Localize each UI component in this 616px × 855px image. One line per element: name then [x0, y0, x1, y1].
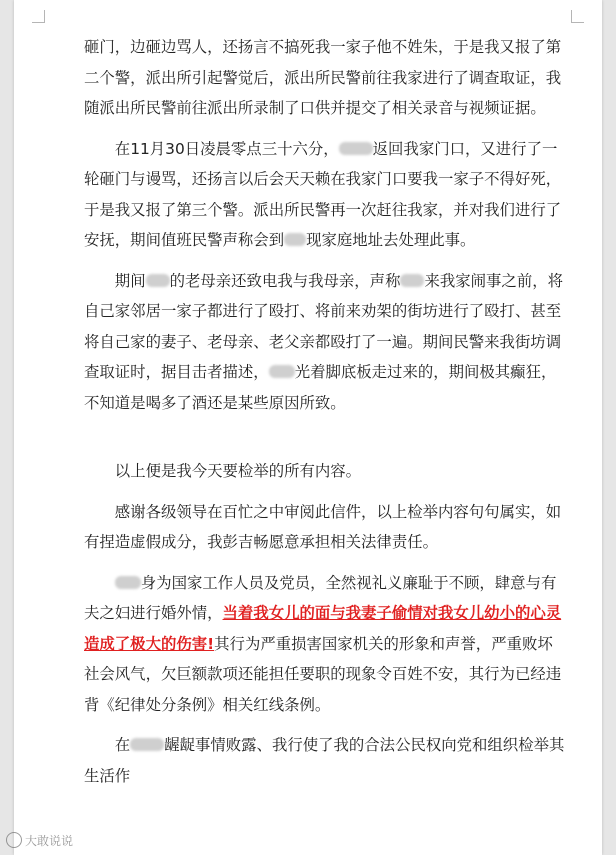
paragraph-1: [84, 32, 566, 124]
watermark: [6, 832, 73, 849]
watermark-text: 大敢说说: [25, 834, 74, 848]
paragraph-text: 的老母亲还致电我与我母亲，声称: [169, 271, 401, 290]
paragraph-text: 砸门，边砸边骂人，还扬言不搞死我一家子他不姓朱，于是我又报了第二个警，派出所引起警觉后，派出所民警前往我家进行了调查取证，我随派出所民警前往派出所录制了口供并提交了相关录音与视频证据。: [84, 38, 562, 117]
paragraph-text: 其行为严重损害国家机关的形象和声誉，严重败坏社会风气，欠巨额款项还能担任要职的现象令百姓不安，其行为已经违背《纪律处分条例》相关红线条例。: [84, 634, 562, 714]
redacted-name: [269, 365, 295, 378]
page-corner-mark: [32, 10, 45, 23]
paragraph-text: 身为国家工作人员及党员，全然视礼义廉耻于不顾，肆意与有夫之妇进行婚外情，: [84, 573, 557, 622]
redacted-name: [115, 576, 141, 589]
logo-icon: [6, 832, 22, 848]
paragraph-text: 光着脚底板走过来的，期间极其癫狂，不知道是喝多了酒还是某些原因所致。: [84, 363, 557, 412]
paragraph-text: 感谢各级领导在百忙之中审阅此信件，以上检举内容句句属实，如有捏造虚假成分，我彭吉畅愿意承担相关法律责任。: [84, 502, 562, 551]
paragraph-text: 返回我家门口，又进行了一轮砸门与谩骂，还扬言以后会天天赖在我家门口要我一家子不得好死，于是我又报了第三个警。派出所民警再一次赶往我家，并对我们进行了安抚，期间值班民警声称会到: [84, 139, 562, 249]
paragraph-text: 现家庭地址去处理此事。: [306, 231, 476, 249]
paragraph-5: [84, 497, 566, 558]
paragraph-6: [84, 568, 566, 721]
paragraph-2: [84, 134, 566, 256]
document-page: [14, 0, 602, 855]
redacted-name: [400, 274, 424, 287]
redacted-name: [284, 233, 306, 246]
redacted-name: [146, 274, 170, 287]
document-body: [84, 32, 566, 801]
paragraph-text: 在: [114, 736, 131, 754]
redacted-name: [339, 142, 373, 155]
paragraph-text: 来我家闹事之前，将自己家邻居一家子都进行了殴打、将前来劝架的街坊进行了殴打、甚至将自己家的妻子、老母亲、老父亲都殴打了一遍。期间民警来我街坊调查取证时，据目击者描述，: [84, 271, 563, 381]
paragraph-7: [84, 730, 566, 791]
paragraph-3: [84, 266, 566, 419]
paragraph-text: 龌龊事情败露、我行使了我的合法公民权向党和组织检举其生活作: [84, 736, 565, 785]
paragraph-text: 以上便是我今天要检举的所有内容。: [114, 462, 362, 480]
paragraph-text: 在11月30日凌晨零点三十六分，: [114, 139, 339, 158]
redacted-name: [130, 738, 164, 751]
page-corner-mark: [571, 10, 584, 23]
paragraph-text: 期间: [114, 271, 146, 290]
paragraph-4: [84, 456, 566, 487]
highlighted-text: 当着我女儿的面与我妻子偷情对我女儿幼小的心灵造成了极大的伤害!: [84, 604, 562, 653]
